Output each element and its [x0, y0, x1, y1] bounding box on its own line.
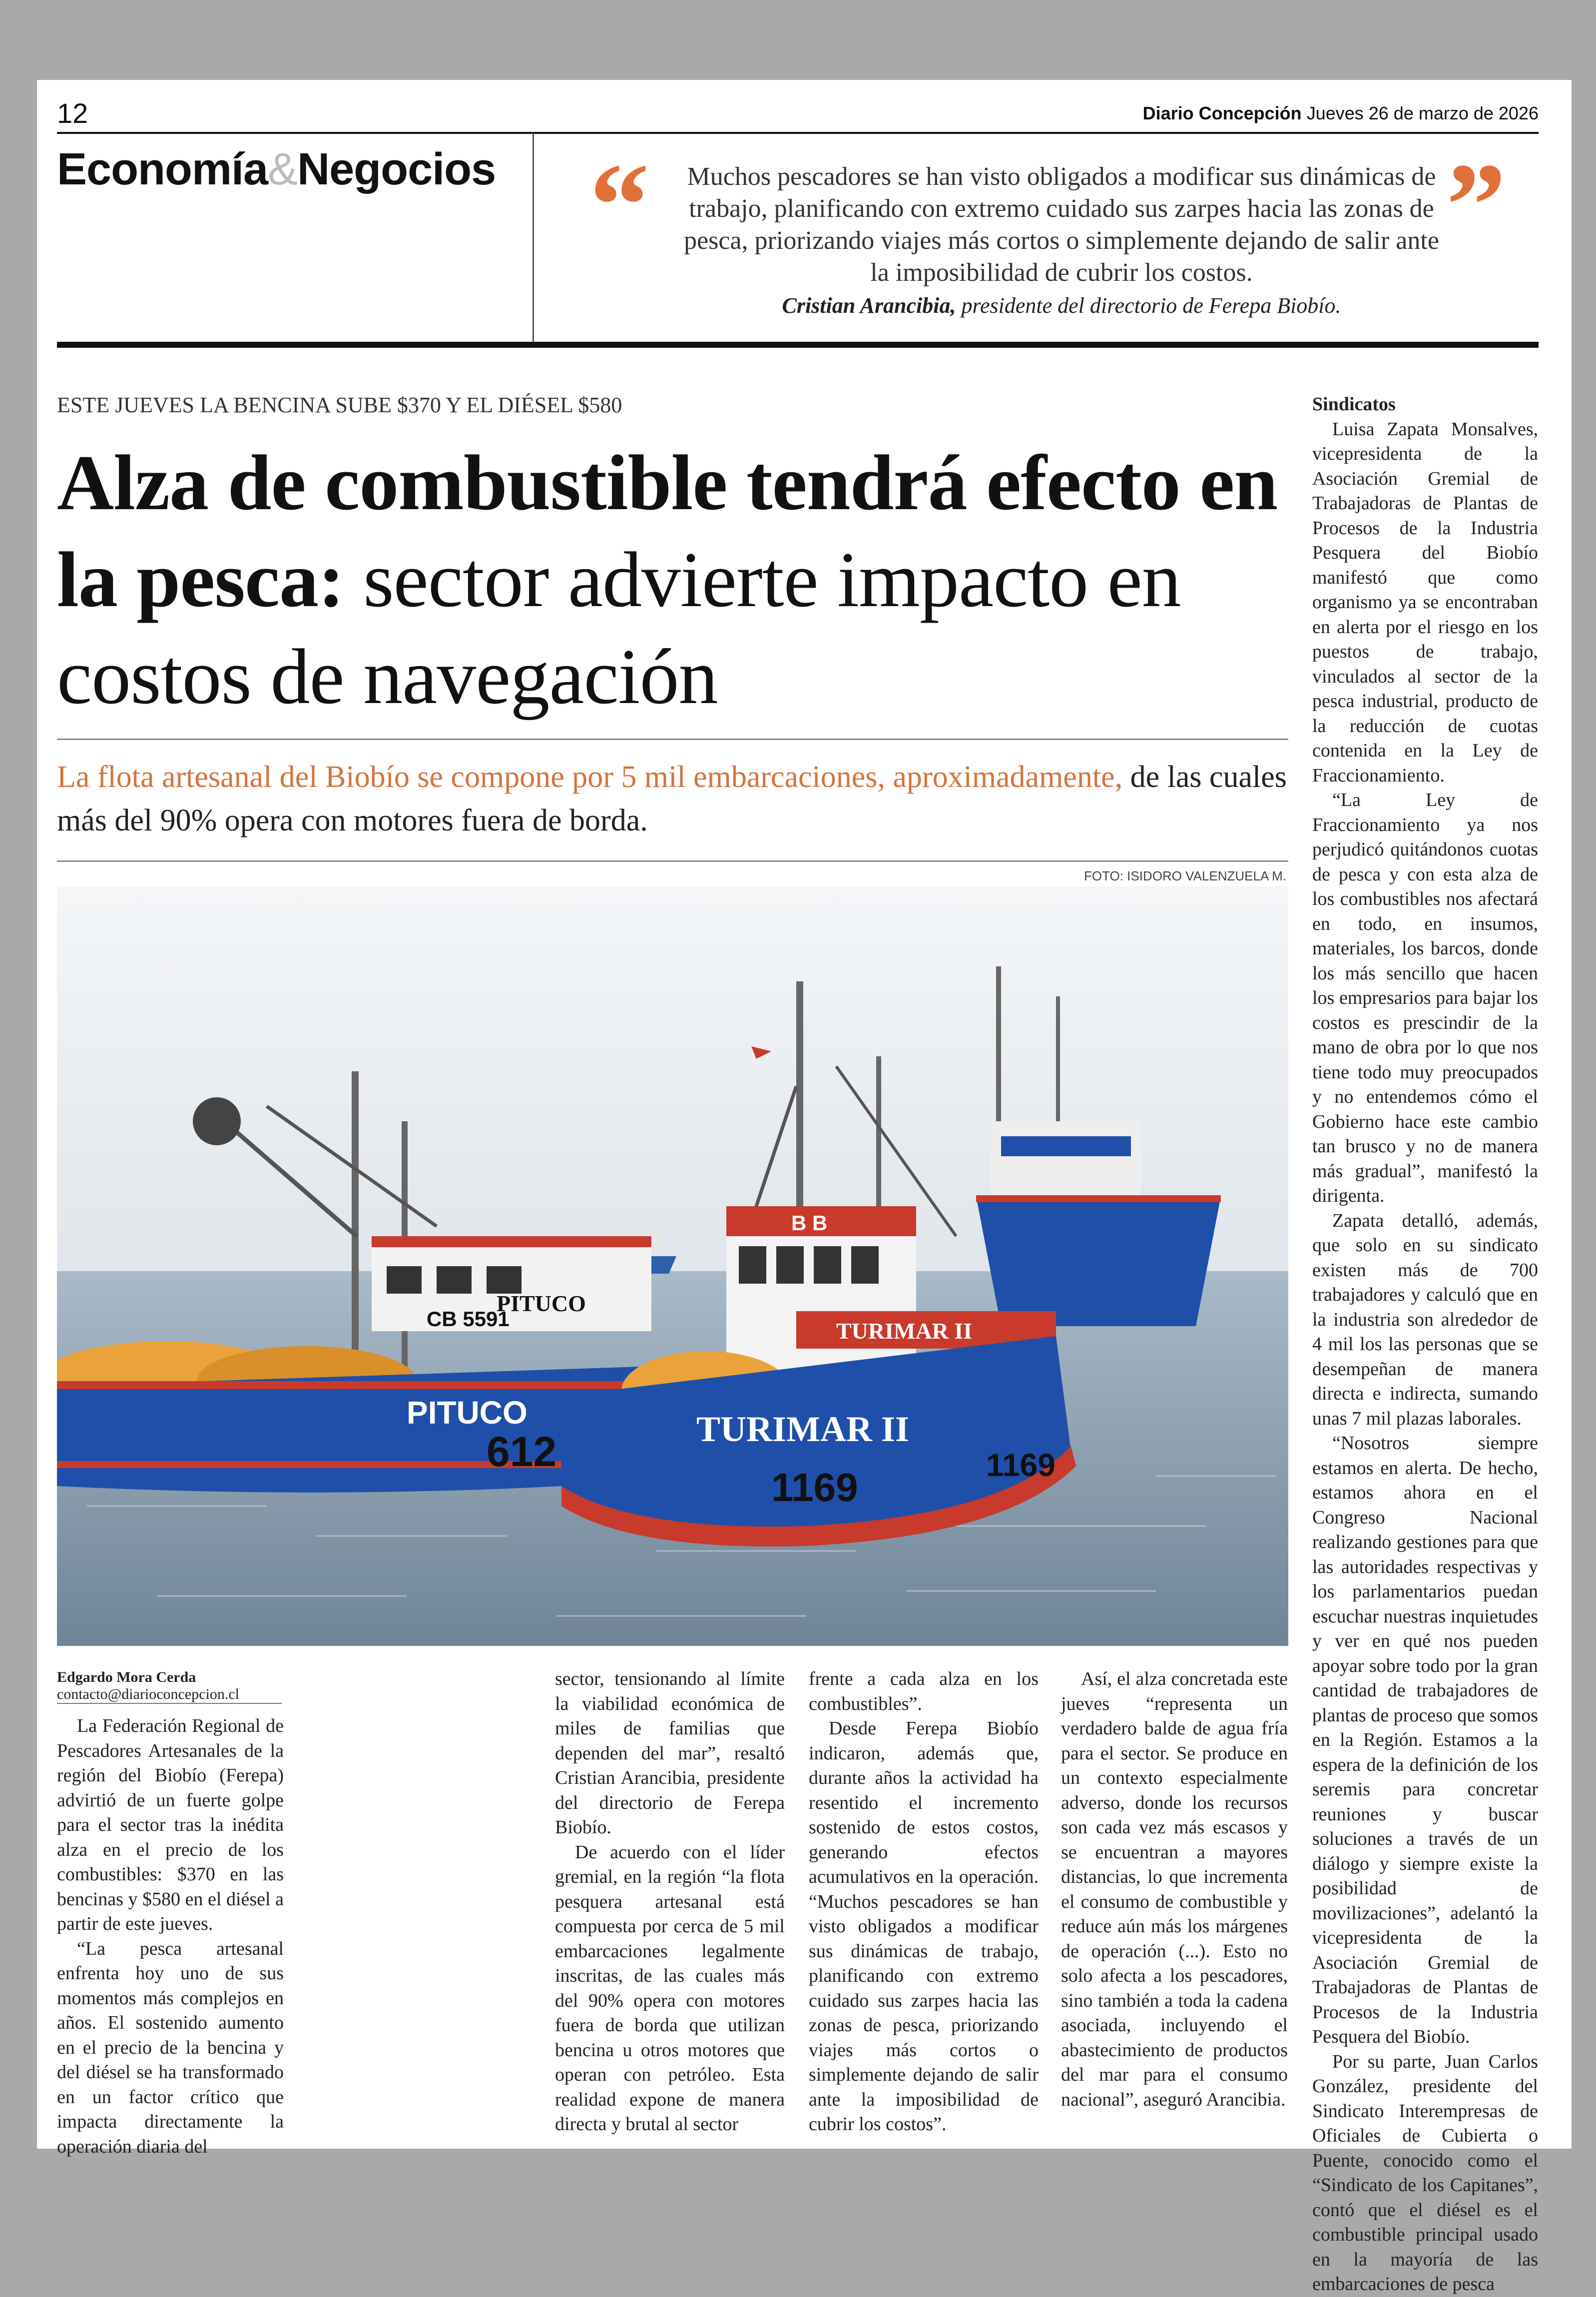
pull-quote-text: Muchos pescadores se han visto obligados a modificar sus dinámicas de trabajo, planificando con extremo cuidado sus zarpes hacia las zonas de pesca, priorizando viajes más cortos o simplemente dejando de salir ante la imposibilidad de cubrir los costos.	[684, 162, 1439, 287]
paragraph: frente a cada alza en los combustibles”.	[809, 1668, 1039, 1714]
issue-date: Jueves 26 de marzo de 2026	[1306, 103, 1539, 123]
boat2-name: TURIMAR II	[696, 1409, 910, 1449]
article-subhead	[57, 756, 1296, 842]
paragraph: Así, el alza concretada este jueves “representa un verdadero balde de agua fría para el sector. Se produce en un contexto especialmente adverso, donde los recursos son cada vez más escasos y se encuentran a mayores distancias, lo que incrementa el consumo de combustible y reduce aún más los márgenes de operación (...). Esto no solo afecta a los pescadores, sino también a toda la cadena asociada, incluyendo el abastecimiento de productos del mar para el consumo nacional”, aseguró Arancibia.	[1061, 1668, 1288, 2110]
boat1-reg: CB 5591	[427, 1307, 510, 1331]
boat1-number: 612	[487, 1428, 557, 1475]
paragraph: sector, tensionando al límite la viabilidad económica de miles de familias que dependen del mar”, resaltó Cristian Arancibia, presidente del directorio de Ferepa Biobío.	[555, 1668, 785, 1838]
article-column-3	[809, 1667, 1039, 2135]
paragraph: “Nosotros siempre estamos en alerta. De hecho, estamos ahora en el Congreso Nacional realizando gestiones para que las autoridades respectivas y los parlamentarios puedan escuchar nuestras inquietudes y ver en qué nos pueden apoyar sobre todo por la gran cantidad de trabajadores de plantas de proceso que somos en la Región. Estamos a la espera de la definición de los seremis para concretar reuniones y buscar soluciones a través de un diálogo y siempre existe la posibilidad de movilizaciones”, adelantó la vicepresidenta de la Asociación Gremial de Trabajadoras de Plantas de Procesos de la Industria Pesquera del Biobío.	[1312, 1433, 1538, 2047]
section-title-b: Negocios	[297, 144, 496, 194]
paragraph: Zapata detalló, además, que solo en su sindicato existen más de 700 trabajadores y calculó que en la industria son alrededor de 4 mil los las personas que se desempeñan de manera directa e indirecta, sumando unas 7 mil plazas laborales.	[1312, 1210, 1538, 1429]
headline-rule	[57, 739, 1288, 740]
section-title-a: Economía	[57, 144, 268, 194]
headline-regular: sector advierte impacto en costos de navegación	[57, 536, 1181, 721]
article-column-5	[1312, 392, 1538, 2295]
paragraph: “La Ley de Fraccionamiento ya nos perjudicó quitándonos cuotas de pesca y con esta alza de los combustibles nos afectará en todo, en insumos, materiales, los barcos, donde los más sencillo que hacen los empresarios para bajar los costos es prescindir de la mano de obra por lo que nos tiene todo muy preocupados y no entendemos cómo el Gobierno hace este cambio tan brusco y no de manera más gradual”, manifestó la dirigenta.	[1312, 789, 1538, 1206]
boat1-name: PITUCO	[407, 1395, 528, 1431]
boat2-number-bow: 1169	[986, 1447, 1056, 1483]
boat2-banner: TURIMAR II	[836, 1318, 973, 1344]
pull-quote-author-role: presidente del directorio de Ferepa Biobío.	[961, 293, 1341, 318]
article-column-2	[555, 1667, 785, 2135]
subhead-rest: de las cuales más del 90% opera con motores fuera de borda.	[57, 760, 1287, 837]
headline-bold: Alza de combustible tendrá efecto en la pesca:	[57, 439, 1278, 624]
article-headline	[57, 435, 1306, 726]
paragraph: Por su parte, Juan Carlos González, presidente del Sindicato Interempresas de Oficiales de Cubierta o Puente, conocido como el “Sindicato de los Capitanes”, contó que el diésel es el combustible principal usado en la mayoría de las embarcaciones de pesca	[1312, 2051, 1538, 2295]
open-quote-icon: “	[589, 138, 649, 271]
subsection-heading: Sindicatos	[1312, 394, 1396, 415]
boat2-cabin: B B	[791, 1211, 828, 1235]
pull-quote-author-name: Cristian Arancibia,	[782, 293, 956, 318]
subhead-highlight: La flota artesanal del Biobío se compone por 5 mil embarcaciones, aproximadamente,	[57, 760, 1123, 794]
paragraph: De acuerdo con el líder gremial, en la región “la flota pesquera artesanal está compuesta por cerca de 5 mil embarcaciones legalmente inscritas, de las cuales más del 90% opera con motores fuera de borda que utilizan bencina u otros motores que operan con petróleo. Esta realidad expone de manera directa y brutal al sector	[555, 1841, 785, 2135]
byline-rule	[57, 1703, 282, 1704]
byline-email: contacto@diarioconcepcion.cl	[57, 1686, 239, 1702]
article-column-4	[1061, 1667, 1288, 2132]
paragraph: “La pesca artesanal enfrenta hoy uno de sus momentos más complejos en años. El sostenido aumento en el precio de la bencina y del diésel se ha transformado en un factor crítico que impacta directamente la operación diaria del	[57, 1938, 284, 2157]
boat2-number: 1169	[771, 1465, 858, 1510]
fishing-boats-illustration	[57, 886, 1288, 1646]
byline-name: Edgardo Mora Cerda	[57, 1669, 196, 1685]
header-thick-rule	[57, 342, 1539, 348]
masthead	[1143, 103, 1539, 124]
page-number: 12	[57, 97, 88, 129]
photo-credit: FOTO: ISIDORO VALENZUELA M.	[1083, 868, 1286, 883]
article-photo	[57, 886, 1288, 1646]
pull-quote-author	[679, 293, 1444, 318]
boat1-cabin-name: PITUCO	[497, 1291, 586, 1316]
newspaper-name: Diario Concepción	[1142, 103, 1302, 123]
article-column-1	[57, 1714, 284, 2157]
article-kicker: ESTE JUEVES LA BENCINA SUBE $370 Y EL DIÉSEL $580	[57, 393, 622, 417]
header-divider	[532, 133, 534, 342]
section-ampersand: &	[268, 144, 298, 194]
subhead-rule	[57, 860, 1288, 862]
top-rule	[57, 132, 1539, 134]
paragraph: Luisa Zapata Monsalves, vicepresidenta de la Asociación Gremial de Trabajadoras de Plantas de Procesos de la Industria Pesquera del Biobío manifestó que como organismo ya se encontraban en alerta por el riesgo en los puestos de trabajo, vinculados al sector de la pesca industrial, producto de la reducción de cuotas contenida en la Ley de Fraccionamiento.	[1312, 418, 1538, 786]
close-quote-icon: ”	[1446, 138, 1506, 271]
section-title	[57, 144, 496, 195]
paragraph: Desde Ferepa Biobío indicaron, además que, durante años la actividad ha resentido el incremento sostenido de estos costos, generando efectos acumulativos en la operación. “Muchos pescadores se han visto obligados a modificar sus dinámicas de trabajo, planificando con extremo cuidado sus zarpes hacia las zonas de pesca, priorizando viajes más cortos o simplemente dejando de salir ante la imposibilidad de cubrir los costos”.	[809, 1718, 1039, 2135]
paragraph: La Federación Regional de Pescadores Artesanales de la región del Biobío (Ferepa) advirtió de un fuerte golpe para el sector tras la inédita alza en el precio de los combustibles: $370 en las bencinas y $580 en el diésel a partir de este jueves.	[57, 1715, 284, 1934]
byline	[57, 1669, 239, 1703]
